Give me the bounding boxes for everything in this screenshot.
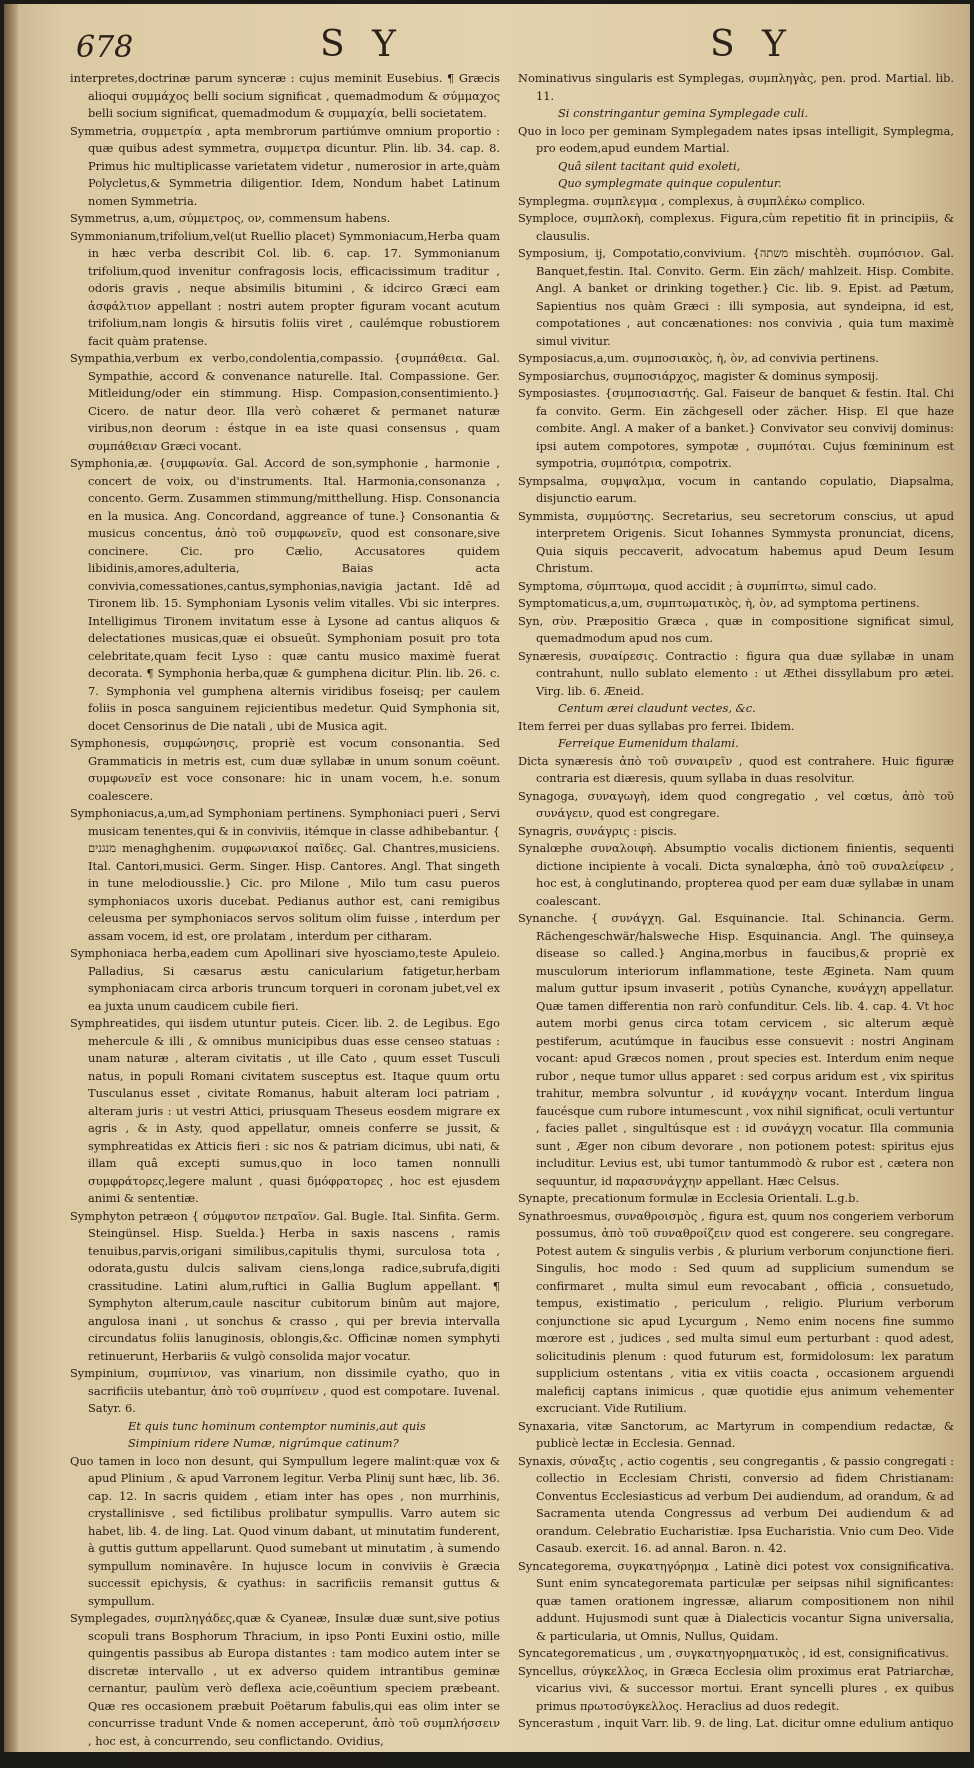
verse-quotation: Quo symplegmate quinque copulentur.	[558, 176, 782, 190]
verse-quotation: Et quis tunc hominum contemptor numinis,aut quis	[128, 1418, 426, 1433]
running-head-left: S Y	[320, 24, 404, 65]
dictionary-entry: Symphonesis, συμφώνησις, propriè est vocum consonantia. Sed Grammaticis in metris est, cum duæ syllabæ in unum sonum coëunt. συμφωνεῖν est voce consonare: hic in unam vocem, h.e. sonum coalescere.	[70, 736, 500, 803]
dictionary-entry: Symploce, συμπλοκὴ, complexus. Figura,cùm repetitio fit in principiis, & clausulis.	[518, 211, 954, 243]
verse-quotation: Si constringantur gemina Symplegade culi.	[558, 106, 809, 120]
dictionary-entry: Synaxaria, vitæ Sanctorum, ac Martyrum in compendium redactæ, & publicè lectæ in Ecclesia. Gennad.	[518, 1418, 954, 1450]
dictionary-entry: Nominativus singularis est Symplegas, συμπληγὰς, pen. prod. Martial. lib. 11.	[518, 71, 954, 103]
dictionary-entry: Synæresis, συναίρεσις. Contractio : figura qua duæ syllabæ in unam contrahunt, nullo sublato elemento : ut Æthei dissyllabum pro ætei. Virg. lib. 6. Æneid.	[518, 648, 954, 698]
dictionary-entry: Symposium, ij, Compotatio,convivium. {משתה mischtèh. συμπόσιον. Gal. Banquet,festin. Ital. Convito. Germ. Ein zäch/ mahlzeit. Hisp. Combite. Angl. A banket or drinking together.} Cic. lib. 9. Epist. ad Pætum, Sapientius nos quàm Græci : illi symposia, aut syndeipna, id est, compotationes , aut concænationes: nos convivia , quia tum maximè simul vivitur.	[518, 246, 955, 348]
dictionary-entry: Synalœphe συναλοιφὴ. Absumptio vocalis dictionem finientis, sequenti dictione incipiente à vocali. Dicta synalœpha, ἀπὸ τοῦ συναλείφειν , hoc est, à conglutinando, propterea quod per eam duæ syllabæ in unam coalescant.	[518, 841, 954, 908]
verse-quotation: Compressos utinam Symplegades elisissent.	[128, 1751, 384, 1765]
dictionary-entry: Syncategorematicus , um , συγκατηγορηματικὸς , id est, consignificativus.	[518, 1646, 949, 1660]
running-head-right: S Y	[710, 24, 794, 65]
dictionary-entry: Sympinium, συμπίνιον, vas vinarium, non dissimile cyatho, quo in sacrificiis utebantur, ἀπὸ τοῦ συμπίνειν , quod est compotare. Iuvenal. Satyr. 6.	[70, 1366, 500, 1415]
dictionary-entry: Symphoniacus,a,um,ad Symphoniam pertinens. Symphoniaci pueri , Servi musicam tenentes,qui & in conviviis, itémque in classe adhibebantur. { מנגנים menaghghenim. συμφωνιακοί παῖδες. Gal. Chantres,musiciens. Ital. Cantori,musici. Germ. Singer. Hisp. Cantores. Angl. That singeth in tune melodiousslie.} Cic. pro Milone , Milo tum casu pueros symphoniacos uxoris ducebat. Pedianus author est, cani remigibus celeusma per symphoniacos servos solitum olim fuisse , interdum per assam vocem, id est, ore prolatam , interdum per citharam.	[70, 806, 500, 943]
dictionary-entry: Syncerastum , inquit Varr. lib. 9. de ling. Lat. dicitur omne edulium antiquo	[518, 1716, 954, 1730]
dictionary-entry: Syncellus, σύγκελλος, in Græca Ecclesia olim proximus erat Patriarchæ, vicarius vivi, & successor mortui. Erant syncelli plures , ex quibus primus πρωτοσύγκελλος. Heraclius ad duos redegit.	[518, 1663, 954, 1713]
verse-quotation: Centum ærei claudunt vectes, &c.	[558, 701, 756, 715]
dictionary-entry: Sympsalma, συμψαλμα, vocum in cantando copulatio, Diapsalma, disjunctio earum.	[518, 473, 954, 505]
dictionary-entry: Synanche. { συνάγχη. Gal. Esquinancie. Ital. Schinancia. Germ. Rächengeschwär/halsweche Hisp. Esquinancia. Angl. The quinsey,a disease so called.} Angina,morbus in faucibus,& propriè ex musculorum interiorum inflammatione, teste Ægineta. Nam quum malum guttur ipsum invaserit , potiùs Cynanche, κυνάγχη appellatur. Quæ tamen differentia non rarò confunditur. Cels. lib. 4. cap. 4. Vt hoc autem morbi genus circa totam cervicem , sic alterum æquè pestiferum, acutúmque in faucibus esse consuevit : nostri Anginam vocant: apud Græcos nomen , prout species est. Interdum enim neque rubor , neque tumor ullus apparet : sed corpus aridum est , vix spiritus trahitur, membra solvuntur , id κυνάγχην vocant. Interdum lingua faucésque cum rubore intumescunt , vox nihil significat, oculi vertuntur , facies pallet , singultúsque est : id συνάγχη vocatur. Illa communia sunt , Æger non cibum devorare , non potionem potest: spiritus ejus includitur. Levius est, ubi tumor tantummodò & rubor est , cætera non sequuntur, id παρασυνάγχην appellant. Hæc Celsus.	[518, 911, 954, 1188]
dictionary-entry: Symposiarchus, συμποσιάρχος, magister & dominus symposij.	[518, 368, 879, 383]
page-header	[4, 18, 970, 64]
right-column	[518, 70, 954, 1733]
dictionary-entry: Symmista, συμμύστης. Secretarius, seu secretorum conscius, ut apud interpretem Origenis. Sicut Iohannes Symmysta pronunciat, dicens, Quia siquis peccaverit, advocatum habemus apud Deum Iesum Christum.	[518, 508, 954, 575]
dictionary-entry: Symphyton petræon { σύμφυτον πετραῖον. Gal. Bugle. Ital. Sinfita. Germ. Steingünsel. Hisp. Suelda.} Herba in saxis nascens , ramis tenuibus,parvis,origani similibus,capitulis thymi, surculosa tota , odorata,gustu dulcis salivam ciens,longa radice,subrufa,digiti crassitudine. Latini alum,ruftici in Gallia Buglum appellant. ¶ Symphyton alterum,caule nascitur cubitorum binûm aut majore, angulosa inani , ut sonchus & crasso , qui per brevia intervalla circundatus foliis lanuginosis, oblongis,&c. Officinæ nomen symphyti retinuerunt, Herbariis & vulgò consolida major vocatur.	[70, 1208, 500, 1363]
dictionary-entry: Synagoga, συναγωγὴ, idem quod congregatio , vel cœtus, ἀπὸ τοῦ συνάγειν, quod est congregare.	[518, 788, 954, 820]
dictionary-entry: Symptoma, σύμπτωμα, quod accidit ; à συμπίπτω, simul cado.	[518, 578, 877, 593]
dictionary-entry: Symplegades, συμπληγάδες,quæ & Cyaneæ, Insulæ duæ sunt,sive potius scopuli trans Bosphorum Thracium, in ipso Ponti Euxini ostio, mille quingentis passibus ab Europa distantes : tam modico autem inter se discretæ intervallo , ut ex adverso quidem intrantibus geminæ cernantur, paulùm verò deflexa acie,coëuntium speciem præbeant. Quæ res occasionem præbuit Poëtarum fabulis,qui eas olim inter se concurrisse tradunt Vnde & nomen acceperunt, ἀπὸ τοῦ συμπλήσσειν , hoc est, à concurrendo, seu conflictando. Ovidius,	[70, 1611, 500, 1748]
dictionary-entry: Symptomaticus,a,um, συμπτωματικὸς, ὴ, ὸν, ad symptoma pertinens.	[518, 596, 920, 610]
dictionary-entry: Dicta synæresis ἀπὸ τοῦ συναιρεῖν , quod est contrahere. Huic figuræ contraria est diæresis, quum syllaba in duas resolvitur.	[518, 753, 954, 785]
dictionary-entry: Quo tamen in loco non desunt, qui Sympullum legere malint:quæ vox & apud Plinium , & apud Varronem legitur. Verba Plinij sunt hæc, lib. 36. cap. 12. In sacris quidem , etiam inter has opes , non murrhinis, crystallinisve , sed fictilibus prolibatur sympullis. Varro autem sic habet, lib. 4. de ling. Lat. Quod vinum dabant, ut minutatim funderent, à guttis guttum appellarunt. Quod sumebant ut minutatim , à sumendo sympullum nominavêre. In hujusce locum in conviviis è Græcia successit epichysis, & cyathus: in sacrificiis remansit guttus & sympullum.	[70, 1453, 500, 1608]
dictionary-entry: Symposiacus,a,um. συμποσιακὸς, ὴ, ὸν, ad convivia pertinens.	[518, 351, 879, 365]
dictionary-entry: Synagris, συνάγρις : piscis.	[518, 823, 677, 838]
dictionary-entry: Symposiastes. {συμποσιαστής. Gal. Faiseur de banquet & festin. Ital. Chi fa convito. Germ. Ein zächgesell oder zächer. Hisp. El que haze combite. Angl. A maker of a banket.} Convivator seu convivij dominus: ipsi autem compotores, sympotæ , συμπόται. Cujus fœmininum est sympotria, συμπότρια, compotrix.	[518, 386, 954, 470]
verse-quotation: Ferreique Eumenidum thalami.	[558, 736, 739, 750]
dictionary-entry: Item ferrei per duas syllabas pro ferrei. Ibidem.	[518, 718, 795, 733]
page-number: 678	[76, 30, 134, 65]
verse-quotation: Simpinium ridere Numæ, nigrúmque catinum?	[128, 1436, 399, 1450]
dictionary-entry: Symphonia,æ. {συμφωνία. Gal. Accord de son,symphonie , harmonie , concert de voix, ou d'instruments. Ital. Harmonia,consonanza , concento. Germ. Zusammen stimmung/mitthellung. Hisp. Consonancia en la musica. Ang. Concordand, aggreance of tune.} Consonantia & musicus concentus, ἀπὸ τοῦ συμφωνεῖν, quod est consonare,sive concinere. Cic. pro Cælio, Accusatores quidem libidinis,amores,adulteria, Baias acta convivia,comessationes,cantus,symphonias,navigia jactant. Idē ad Tironem lib. 15. Symphoniam Lysonis velim vitalles. Vbi sic interpres. Intelligimus Tironem invitatum esse à Lysone ad cantus aliquos & delectationes musicas,quæ ei obsueūt. Symphoniam posuit pro tota celebritate,quam fecit Lyso : quæ cantu musico maximè fuerat decorata. ¶ Symphonia herba,quæ & gumphena dicitur. Plin. lib. 26. c. 7. Symphonia vel gumphena alternis viridibus foseisq; per caulem foliis in posca sanguinem rejicientibus medetur. Quid Symphonia sit, docet Censorinus de Die natali , ubi de Musica agit.	[70, 456, 500, 733]
dictionary-entry: Symphoniaca herba,eadem cum Apollinari sive hyosciamo,teste Apuleio. Palladius, Si cæsarus æstu canicularium fatigetur,herbam symphoniacam circa arboris truncum torqueri in coronam jubet,vel ex ea juxta unum caudicem cubile fieri.	[70, 946, 500, 1013]
dictionary-entry: Symplegma. συμπλεγμα , complexus, à συμπλέκω complico.	[518, 193, 866, 208]
dictionary-entry: Symmetrus, a,um, σύμμετρος, ον, commensum habens.	[70, 211, 391, 225]
dictionary-entry: Syn, σὺν. Præpositio Græca , quæ in compositione significat simul, quemadmodum apud nos cum.	[518, 613, 954, 645]
verse-quotation: Quâ silent tacitant quid exoleti,	[558, 158, 741, 173]
dictionary-entry: Syncategorema, συγκατηγόρημα , Latinè dici potest vox consignificativa. Sunt enim syncategoremata particulæ per seipsas nihil significantes: quæ tamen orationem ingressæ, aliarum compositionem non nihil addunt. Hujusmodi sunt quæ à Dialecticis vocantur Signa universalia, & particularia, ut Omnis, Nullus, Quidam.	[518, 1558, 954, 1643]
dictionary-entry: Quo in loco per geminam Symplegadem nates ipsas intelligit, Symplegma, pro eodem,apud eundem Martial.	[518, 123, 954, 155]
dictionary-entry: Synaxis, σύναξις , actio cogentis , seu congregantis , & passio congregati : collectio in Ecclesiam Christi, conversio ad fidem Christianam: Conventus Ecclesiasticus ad verbum Dei audiendum, ad orandum, & ad Sacramenta utenda Congressus ad verbum Dei audiendum & ad orandum. Celebratio Eucharistiæ. Ipsa Eucharistia. Vnio cum Deo. Vide Casaub. exercit. 16. ad annal. Baron. n. 42.	[518, 1453, 954, 1555]
dictionary-entry: Synapte, precationum formulæ in Ecclesia Orientali. L.g.b.	[518, 1191, 860, 1205]
dictionary-entry: Symmonianum,trifolium,vel(ut Ruellio placet) Symmoniacum,Herba quam in hæc verba describit Col. lib. 6. cap. 17. Symmonianum trifolium,quod invenitur confragosis locis, efficacissimum traditur , odoris gravis , neque absimilis bitumini , & idcirco Græci eam ἀσφάλτιον appellant : nostri autem propter figuram vocant acutum trifolium,nam longis & hirsutis foliis viret , caulémque robustiorem facit quàm pratense.	[70, 228, 500, 348]
dictionary-entry: interpretes,doctrinæ parum synceræ : cujus meminit Eusebius. ¶ Græcis alioqui συμμάχος belli socium significat , quemadmodum & σύμμαχος belli socium significat, quemadmodum & συμμαχία, belli societatem.	[70, 71, 500, 120]
dictionary-entry: Sympathia,verbum ex verbo,condolentia,compassio. {συμπάθεια. Gal. Sympathie, accord & convenance naturelle. Ital. Compassione. Ger. Mitleidung/oder ein stimmung. Hisp. Compasion,consentimiento.} Cicero. de natur deor. Illa verò cohæret & permanet naturæ viribus,non deorum : éstque in ea iste quasi consensus , quam συμπάθειαν Græci vocant.	[70, 351, 500, 453]
dictionary-entry: Symphreatides, qui iisdem utuntur puteis. Cicer. lib. 2. de Legibus. Ego mehercule & illi , & omnibus municipibus duas esse censeo statuas : unam naturæ , alteram civitatis , ut ille Cato , quum esset Tusculi natus, in populi Romani civitatem susceptus est. Itaque quum ortu Tusculanus esset , civitate Romanus, habuit alteram loci patriam , alteram juris : ut vestri Attici, priusquam Theseus eosdem migrare ex agris , & in Asty, quod appellatur, omneis conferre se jussit, & symphreatidas ex Atticis fieri : sic nos & patriam dicimus, ubi nati, & illam quâ excepti sumus,quo in loco tamen nonnulli συμφράτορες,legere malunt , quasi δμόφρατορες , hoc est ejusdem animi & sententiæ.	[70, 1016, 500, 1205]
left-column	[70, 70, 500, 1768]
dictionary-entry: Symmetria, συμμετρία , apta membrorum partiúmve omnium proportio : quæ quibus adest symmetra, συμμετρα dicuntur. Plin. lib. 34. cap. 8. Primus hic multiplicasse varietatem videtur , numerosior in arte,quàm Polycletus,& Symmetria diligentior. Idem, Nondum habet Latinum nomen Symmetria.	[70, 123, 500, 208]
page-gutter	[4, 4, 18, 1752]
book-page	[4, 4, 970, 1765]
dictionary-entry: Synathroesmus, συναθροισμὸς , figura est, quum nos congeriem verborum possumus, ἀπὸ τοῦ συναθροίζειν quod est congerere. seu congregare. Potest autem & singulis verbis , & plurium verborum conjunctione fieri. Singulis, hoc modo : Sed quum ad supplicium sumendum se confirmaret , multa simul eum revocabant , officia , consuetudo, tempus, existimatio , periculum , religio. Plurium verborum conjunctione sic apud Lycurgum , Nemo enim nocens fine summo mœrore est , judices , sed multa simul eum perturbant : quod adest, solicitudinis plenum : quod futurum est, formidolosum: lex paratum supplicium ostentans , vitia ex vitiis coacta , occasionem arguendi maleficij captans inimicus , quæ quotidie ejus animum vehementer excruciant. Vide Rutilium.	[518, 1208, 954, 1415]
